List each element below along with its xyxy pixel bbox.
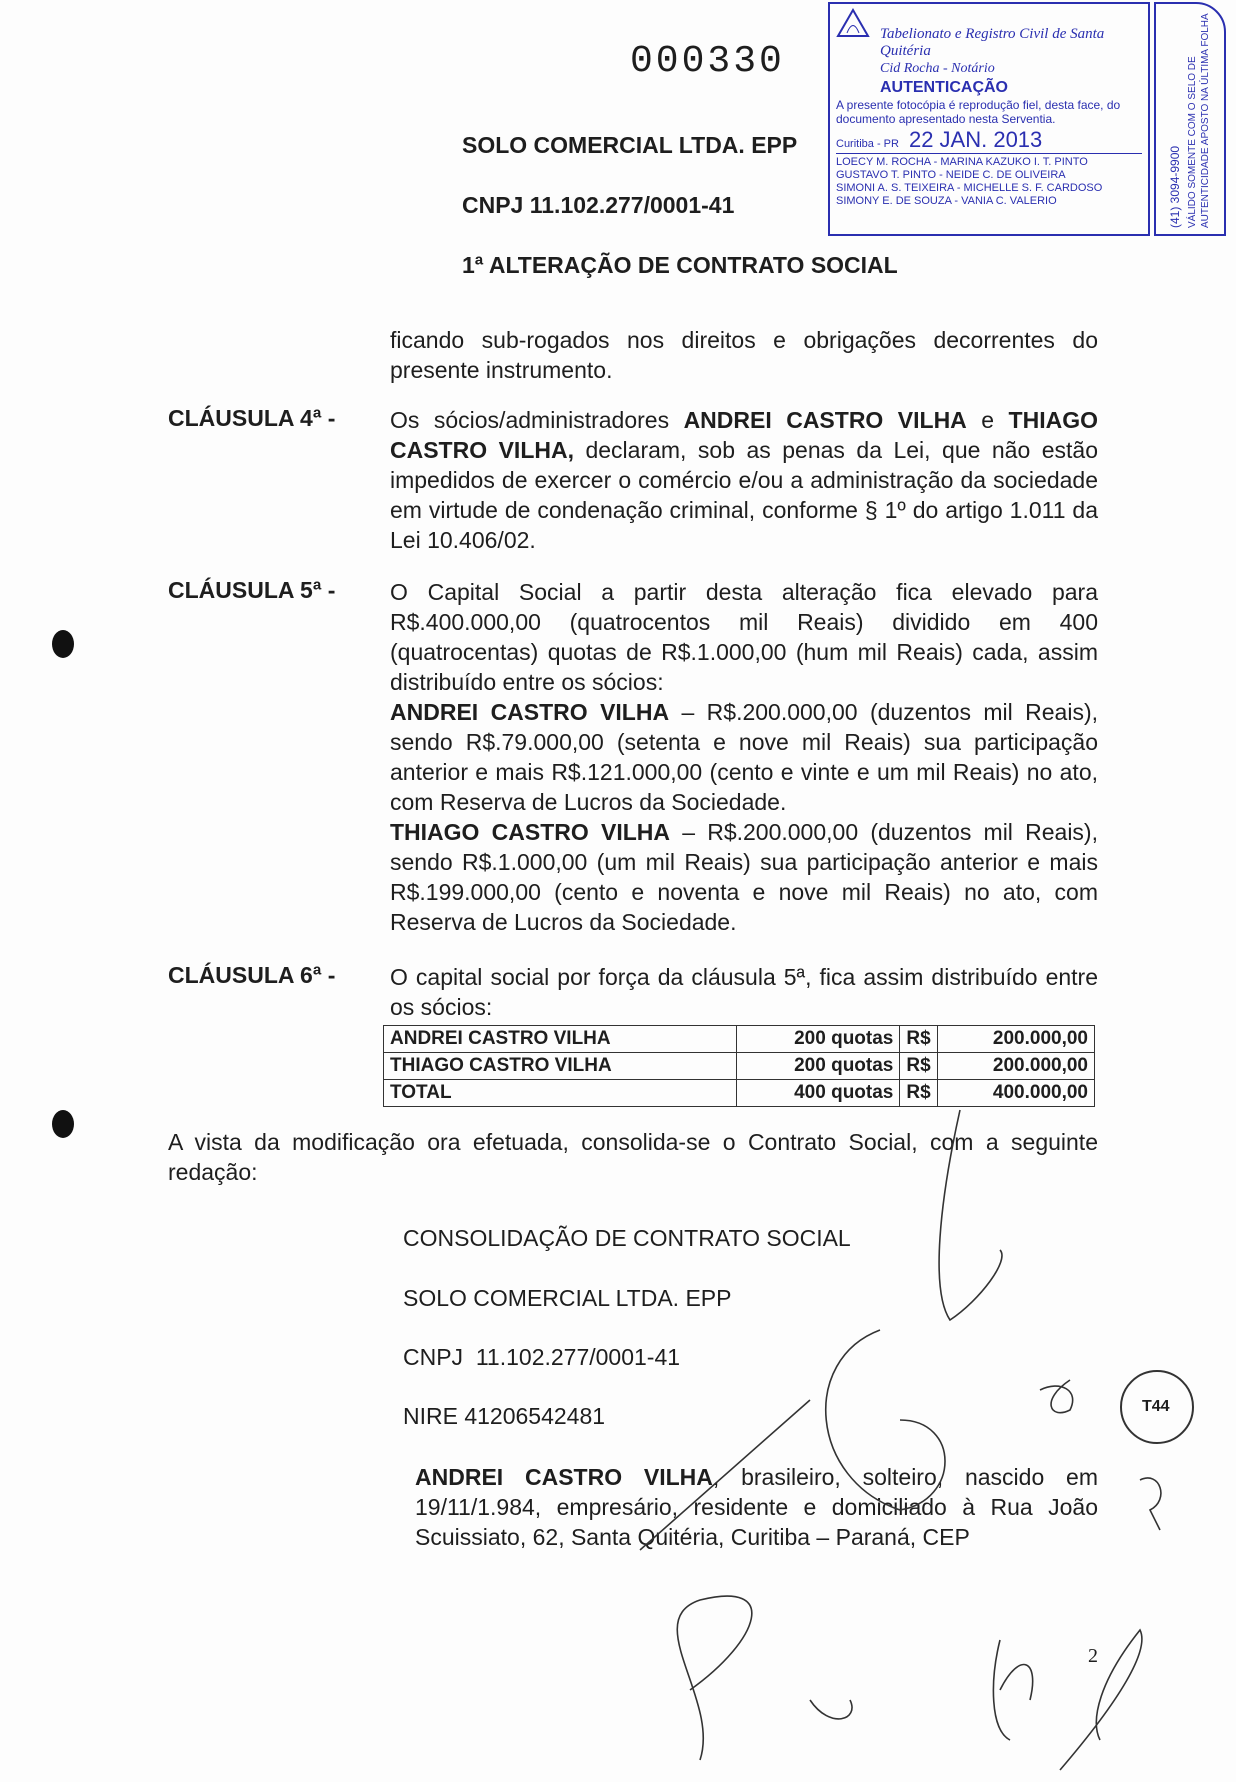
consolidation-intro: A vista da modificação ora efetuada, consolida-se o Contrato Social, com a seguinte redação: — [168, 1129, 1098, 1185]
intro-text: ficando sub-rogados nos direitos e obrigações decorrentes do presente instrumento. — [390, 327, 1098, 383]
consolidation-title: CONSOLIDAÇÃO DE CONTRATO SOCIAL — [403, 1225, 851, 1251]
document-title: 1ª ALTERAÇÃO DE CONTRATO SOCIAL — [462, 252, 898, 278]
stamp-city: Curitiba - PR — [836, 138, 899, 150]
stamp-notary: Cid Rocha - Notário — [880, 61, 995, 76]
consolidation-company: SOLO COMERCIAL LTDA. EPP — [403, 1285, 732, 1311]
stamp-phone: (41) 3094-9900 — [1167, 145, 1182, 228]
stamp-name-line: GUSTAVO T. PINTO - NEIDE C. DE OLIVEIRA — [836, 169, 1066, 181]
stamp-date: 22 JAN. 2013 — [908, 127, 1043, 152]
table-row: ANDREI CASTRO VILHA 200 quotas R$ 200.000,00 — [384, 1026, 1095, 1053]
clause-4-text: Os sócios/administradores ANDREI CASTRO VILHA e THIAGO CASTRO VILHA, declaram, sob as penas da Lei, que não estão impedidos de exercer o comércio e/ou a administração da sociedade em virtude de condenação criminal, conforme § 1º do artigo 1.011 da Lei 10.406/02. — [390, 407, 1099, 553]
consolidation-cnpj: CNPJ 11.102.277/0001-41 — [403, 1344, 681, 1370]
seal-code: T44 — [1142, 1398, 1170, 1415]
stamp-office: Tabelionato e Registro Civil de Santa Quitéria — [880, 26, 1105, 59]
clause-5-label: CLÁUSULA 5ª - — [168, 577, 336, 603]
page-number: 2 — [1088, 1645, 1098, 1667]
stamp-text: A presente fotocópia é reprodução fiel, desta face, do documento apresentado nesta Serventia. — [836, 98, 1121, 126]
clause-4-label: CLÁUSULA 4ª - — [168, 405, 336, 431]
stamp-side-note: VÁLIDO SOMENTE COM O SELO DE AUTENTICIDADE APOSTO NA ÚLTIMA FOLHA — [1186, 13, 1211, 228]
company-cnpj: CNPJ 11.102.277/0001-41 — [462, 192, 735, 218]
stamp-heading: AUTENTICAÇÃO — [880, 79, 1008, 96]
sheet-number: 000330 — [630, 40, 785, 83]
clause-6-text: O capital social por força da cláusula 5ª, fica assim distribuído entre os sócios: — [390, 964, 1098, 1020]
stamp-name-line: SIMONI A. S. TEIXEIRA - MICHELLE S. F. CARDOSO — [836, 182, 1103, 194]
table-row: TOTAL 400 quotas R$ 400.000,00 — [384, 1080, 1095, 1107]
partner-paragraph: ANDREI CASTRO VILHA, brasileiro, solteiro, nascido em 19/11/1.984, empresário, residente e domiciliado à Rua João Scuissiato, 62, Santa Quitéria, Curitiba – Paraná, CEP — [415, 1464, 1098, 1550]
consolidation-nire: NIRE 41206542481 — [403, 1403, 606, 1429]
company-name: SOLO COMERCIAL LTDA. EPP — [462, 132, 798, 158]
clause-6-label: CLÁUSULA 6ª - — [168, 962, 336, 988]
stamp-name-line: SIMONY E. DE SOUZA - VANIA C. VALERIO — [836, 195, 1057, 207]
stamp-name-line: LOECY M. ROCHA - MARINA KAZUKO I. T. PINTO — [836, 156, 1088, 168]
table-row: THIAGO CASTRO VILHA 200 quotas R$ 200.000,00 — [384, 1053, 1095, 1080]
clause-5-text: O Capital Social a partir desta alteração fica elevado para R$.400.000,00 (quatrocentos mil Reais) dividido em 400 (quatrocentas) quotas de R$.1.000,00 (hum mil Reais) cada, assim distribuído entre os sócios: ANDREI CASTRO VILHA – R$.200.000,00 (duzentos mil Reais), sendo R$.79.000,00 (setenta e nove mil Reais) sua participação anterior e mais R$.121.000,00 (cento e vinte e um mil Reais) no ato, com Reserva de Lucros da Sociedade. THIAGO CASTRO VILHA – R$.200.000,00 (duzentos mil Reais), sendo R$.1.000,00 (um mil Reais) sua participação anterior e mais R$.199.000,00 (cento e noventa e nove mil Reais) no ato, com Reserva de Lucros da Sociedade. — [390, 579, 1098, 935]
